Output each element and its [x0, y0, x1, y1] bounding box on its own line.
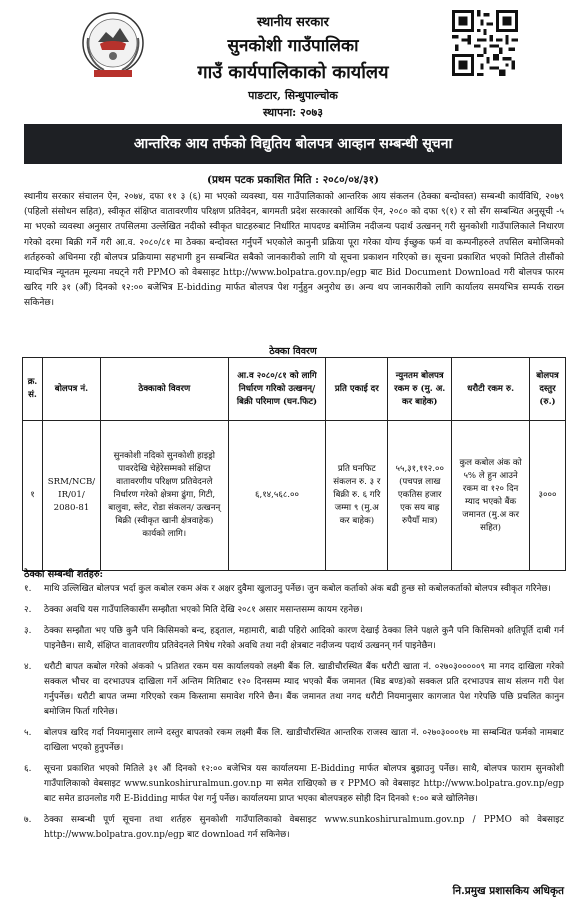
term-number: ५. — [24, 728, 32, 738]
cell-fee: ३००० — [529, 421, 565, 571]
column-header-description: ठेक्काको विवरण — [100, 358, 228, 421]
cell-sn: १ — [23, 421, 43, 571]
term-text: माथि उल्लिखित बोलपत्र भर्दा कुल कबोल रकम अंक र अक्षर दुवैमा खुलाउनु पर्नेछ। जुन कबोल कर्ताको अंक बढी हुन्छ सो कबोलकर्ताको बोलपत्र स्वीकृत गरिनेछ। — [44, 584, 551, 594]
table-header-row — [23, 358, 566, 421]
column-header-min-amount: न्युनतम बोलपत्र रकम रु (मु. अ. कर बाहेक) — [388, 358, 452, 421]
header-line-local-government: स्थानीय सरकार — [257, 15, 329, 30]
term-text: ठेक्का सम्बन्धी पूर्ण सूचना तथा शर्तहरु सुनकोशी गाउँपालिकाको वेबसाइट www.sunkoshiruralmum.gov.np / PPMO को वेबसाइट http://www.bolpatra.gov.np/egp बाट download गर्न सकिनेछ। — [44, 815, 564, 840]
cell-quantity: ६,१४,५६८.०० — [228, 421, 326, 571]
tender-details-table — [22, 357, 566, 571]
term-number: ६. — [24, 764, 32, 774]
header-established: स्थापना: २०७३ — [263, 106, 323, 119]
term-number: ४. — [24, 662, 32, 672]
term-number: १. — [24, 584, 32, 594]
header-address: पाङटार, सिन्धुपाल्चोक — [248, 89, 338, 102]
cell-rate: प्रति घनफिट संकलन रु. ३ र बिक्री रु. ६ गरि जम्मा ९ (मु.अ कर बाहेक) — [326, 421, 388, 571]
column-header-quantity: आ.व २०८०/८१ को लागि निर्धारण गरिको उत्खनन्/बिक्री परिमाण (घन.फिट) — [228, 358, 326, 421]
term-number: ७. — [24, 815, 32, 825]
cell-deposit: कुल कबोल अंक को ५% ले हुन आउने रकम वा १२० दिन म्याद भएको बैंक जमानत (मु.अ कर सहित) — [452, 421, 530, 571]
column-header-bid-no: बोलपत्र नं. — [42, 358, 100, 421]
cell-min-amount: ५५,३१,११२.०० (पचपन्न लाख एकतिस हजार एक सय बाह्र रुपैयाँ मात्र) — [388, 421, 452, 571]
list-item — [24, 660, 564, 720]
column-header-sn: क्र. सं. — [23, 358, 43, 421]
term-number: २. — [24, 605, 32, 615]
column-header-deposit: धरौटी रकम रु. — [452, 358, 530, 421]
list-item — [24, 582, 564, 597]
header-office-name: गाउँ कार्यपालिकाको कार्यालय — [197, 62, 389, 83]
term-text: बोलपत्र खरिद गर्दा नियमानुसार लाग्ने दस्तुर बापतको रकम लक्ष्मी बैंक लि. खाडीचौरस्थित आन्तरिक राजस्व खाता नं. ०२७०३०००१७ मा सम्बन्धित फर्मको नामबाट दाखिला भएको हुनुपर्नेछ। — [44, 728, 564, 753]
column-header-fee: बोलपत्र दस्तुर (रु.) — [529, 358, 565, 421]
terms-heading: ठेक्का सम्बन्धी शर्तहरु: — [24, 569, 104, 580]
column-header-rate: प्रति एकाई दर — [326, 358, 388, 421]
list-item — [24, 603, 564, 618]
term-text: ठेक्का अवधि यस गाउँपालिकासँग सम्झौता भएको मिति देखि २०८१ असार मसान्तसम्म कायम रहनेछ। — [44, 605, 363, 615]
header-municipality-name: सुनकोशी गाउँपालिका — [227, 36, 359, 56]
cell-bid-no: SRM/NCB/ IR/01/ 2080-81 — [42, 421, 100, 571]
term-text: सूचना प्रकाशित भएको मितिले ३१ औं दिनको १२:०० बजेभित्र यस कार्यालयमा E-Bidding मार्फत बोलपत्र बुझाउनु पर्नेछ। साथै, बोलपत्र फाराम सुनकोशी गाउँपालिकाको वेबसाइट www.sunkoshiruralmun.gov.np मा समेत राखिएको छ र PPMO को वेबसाइट http://www.bolpatra.gov.np/egp बाट समेत डाउनलोड गरी E-Bidding मार्फत पेश गर्नु पर्नेछ। कार्यालयमा प्राप्त भएका बोलपत्रहरु सोही दिन दिनको १:०० बजे खोलिनेछ। — [44, 764, 564, 804]
table-row — [23, 421, 566, 571]
publication-date: (प्रथम पटक प्रकाशित मिति : २०८०/०४/३१) — [206, 174, 380, 186]
intro-paragraph: स्थानीय सरकार संचालन ऐन, २०७४, दफा ११ ३ (६) मा भएको व्यवस्था, यस गाउँपालिकाको आन्तरिक आय संकलन (ठेक्का बन्दोवस्त) सम्बन्धी कार्यविधि, २०७९ (पहिलो संसोधन सहित), स्वीकृत संक्षिप्त वातावरणीय परिक्षण प्रतिवेदन, बागमती प्रदेश सरकारको आर्थिक ऐन, २०८० को दफा ९(१) र सो सँग सम्बन्धित अनुसूची -५ मा भएको व्यवस्था अनुसार तपसिलमा उल्लेखित नदीको स्वीकृत घाटहरुबाट निर्धारित मापदण्ड बमोजिम नदीजन्य पदार्थ उत्खनन् गरी सुनकोशी गाउँपालिकाले निधारण गरेको दरमा बिक्री गर्ने गरी आ.व. २०८०/८१ मा ठेक्का बन्दोवस्त गर्नुपर्ने भएकोले कानुनी प्रक्रिया पूरा गरेका योग्य ईच्छुक फर्म वा कम्पनीहरुले तपसिल बमोजिमको शर्तहरुको अधिनमा रही बोलपत्र प्रक्रियामा सहभागी हुन सम्बन्धित सबैको जानकारीको लागि यो सूचना प्रकाशन गरिएको छ। सूचना प्रकाशित भएको मितिले तीसौंको म्यादभित्र न्यूनतम मूल्यमा नघट्ने गरी PPMO को वेबसाइट http://www.bolpatra.gov.np/egp बाट Bid Document Download गरी बोलपत्र फारम खरिद गरि ३१ (औं) दिनको १२:०० बजेभित्र E-bidding मार्फत बोलपत्र पेश गर्नुहुन अनुरोध छ। अन्य थप जानकारीको लागि कार्यालय समयभित्र सम्पर्क राख्न सकिनेछ। — [24, 192, 564, 309]
term-text: ठेक्का सम्झौता भए पछि कुनै पनि किसिमको बन्द, हड्ताल, महामारी, बाढी पहिरो आदिको कारण देखाई ठेक्का लिने पक्षले कुनै पनि किसिमको क्षतिपूर्ति दाबी गर्न पाइनेछैन। साथै, संक्षिप्त वातावरणीय प्रतिवेदनले निषेध गरेको अवधि तथा नदी क्षेत्रबाट नदीजन्य पदार्थ उत्खनन् गर्न पाइनेछैन। — [44, 626, 564, 651]
cell-description: सुनकोशी नदिको सुनकोशी हाइड्रो पावरदेखि चेहेरेसम्मको संक्षिप्त वातावरणीय परिक्षण प्रतिवेदनले निर्धारण गरेको क्षेत्रमा ढुंगा, गिटी, बालुवा, स्लेट, रोडा संकलन/ उत्खनन् बिक्री (स्वीकृत खानी क्षेत्रवाहेक) कार्यको लागि। — [100, 421, 228, 571]
term-number: ३. — [24, 626, 32, 636]
list-item — [24, 813, 564, 843]
table-caption: ठेक्का विवरण — [269, 346, 317, 357]
list-item — [24, 624, 564, 654]
signature-officer: नि.प्रमुख प्रशासकिय अधिकृत — [452, 885, 564, 897]
term-text: धरौटी बापत कबोल गरेको अंकको ५ प्रतिशत रकम यस कार्यालयको लक्ष्मी बैंक लि. खाडीचौरस्थित बैंक धरौटी खाता नं. ०२७०३०००००९ मा नगद दाखिला गरेको सक्कल भौचर वा दरभाउपत्र दाखिला गर्ने अन्तिम मितिबाट १२० दिनसम्म म्याद भएको बैंक जमानत (बिड बण्ड)को सक्कल प्रति दरभाउपत्र साथ संलग्न गरी पेश गर्नुपर्नेछ। धरौटी बापत जम्मा गरिएको रकम किस्तामा समावेश गरिने छैन। बैंक जमानत तथा नगद धरौटी नियमानुसार कागजात पेश गरेपछि पछि प्रचलित कानुन बमोजिम फिर्ता गरिनेछ। — [44, 662, 564, 717]
list-item — [24, 762, 564, 807]
terms-list — [24, 582, 564, 849]
list-item — [24, 726, 564, 756]
notice-title-banner: आन्तरिक आय तर्फको विद्युतिय बोलपत्र आव्हान सम्बन्धी सूचना — [24, 124, 562, 164]
